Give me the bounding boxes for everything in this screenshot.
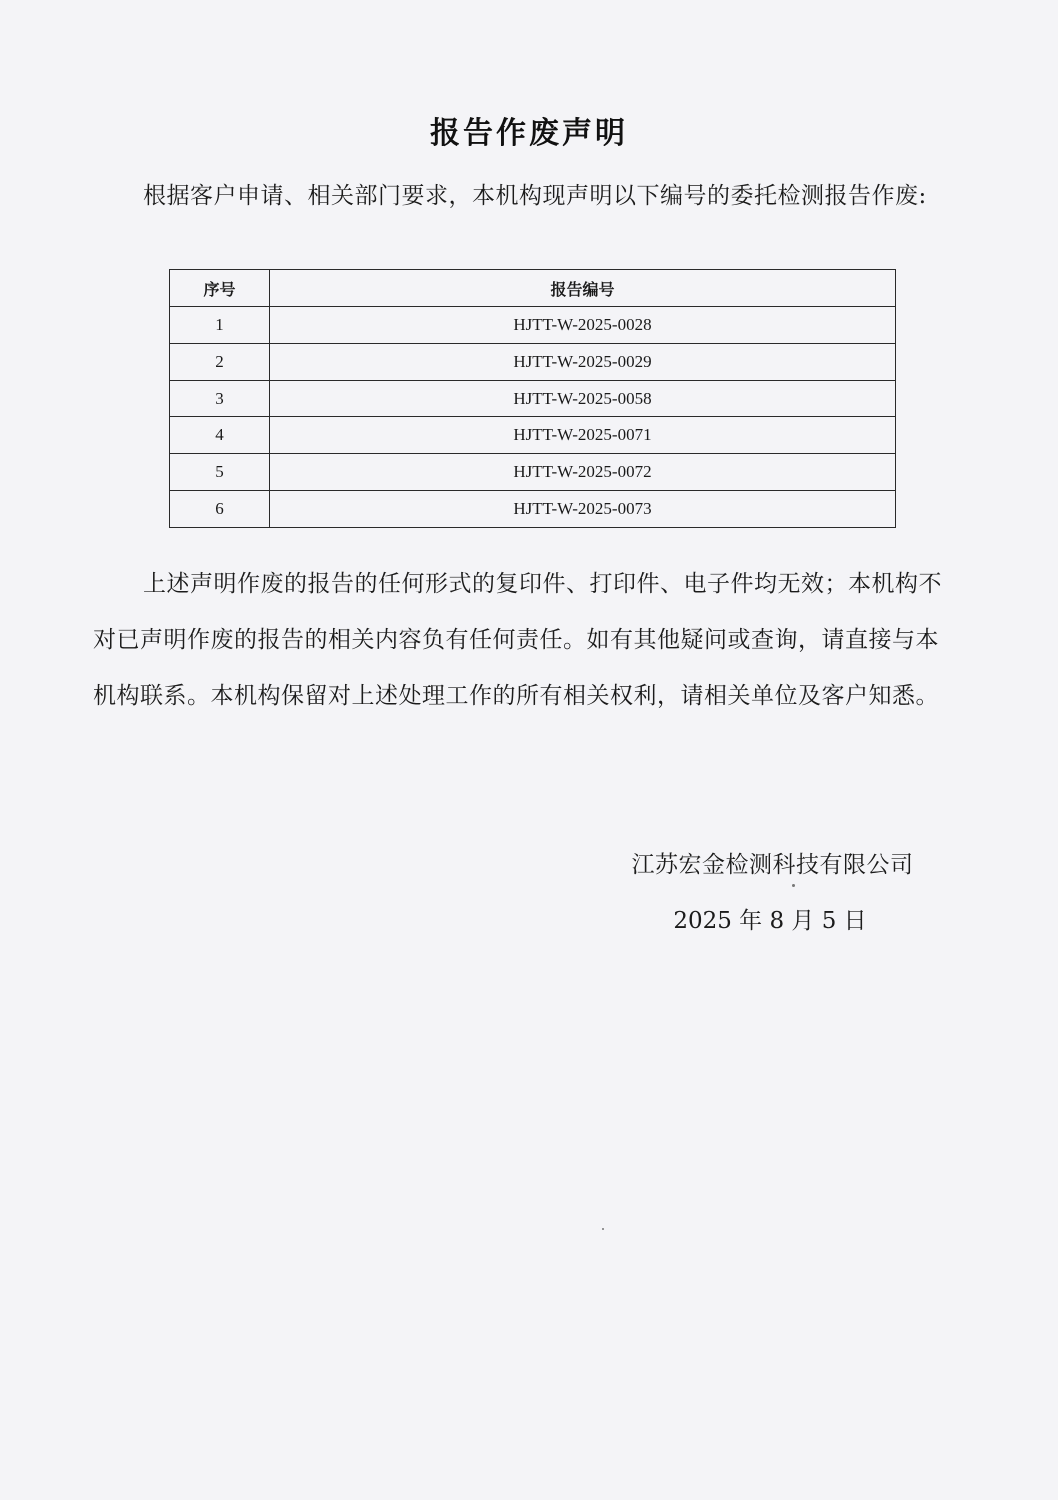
table-header-row <box>170 270 896 307</box>
paper-speck <box>792 884 795 887</box>
paper-speck <box>602 1228 604 1230</box>
statement-paragraph: 上述声明作废的报告的任何形式的复印件、打印件、电子件均无效；本机构不对已声明作废的报告的相关内容负有任何责任。如有其他疑问或查询，请直接与本机构联系。本机构保留对上述处理工作的所有相关权利，请相关单位及客户知悉。 <box>93 571 942 709</box>
row-serial-number: 3 <box>170 380 270 417</box>
row-serial-number: 5 <box>170 454 270 491</box>
row-report-number: HJTT-W-2025-0071 <box>270 417 896 454</box>
row-serial-number: 4 <box>170 417 270 454</box>
voided-reports-table <box>169 269 896 528</box>
table-row <box>170 454 896 491</box>
table-row <box>170 380 896 417</box>
row-report-number: HJTT-W-2025-0058 <box>270 380 896 417</box>
row-report-number: HJTT-W-2025-0028 <box>270 307 896 344</box>
row-report-number: HJTT-W-2025-0072 <box>270 454 896 491</box>
row-report-number: HJTT-W-2025-0073 <box>270 491 896 528</box>
company-name: 江苏宏金检测科技有限公司 <box>631 852 914 878</box>
intro-paragraph: 根据客户申请、相关部门要求，本机构现声明以下编号的委托检测报告作废: <box>143 183 927 209</box>
row-serial-number: 1 <box>170 307 270 344</box>
header-serial-number: 序号 <box>170 270 270 307</box>
issue-date: 2025 年 8 月 5 日 <box>673 908 867 934</box>
document-title: 报告作废声明 <box>430 116 628 151</box>
row-serial-number: 2 <box>170 343 270 380</box>
row-serial-number: 6 <box>170 491 270 528</box>
header-report-number: 报告编号 <box>270 270 896 307</box>
table-row <box>170 417 896 454</box>
table-row <box>170 307 896 344</box>
table-row <box>170 491 896 528</box>
row-report-number: HJTT-W-2025-0029 <box>270 343 896 380</box>
table-row <box>170 343 896 380</box>
